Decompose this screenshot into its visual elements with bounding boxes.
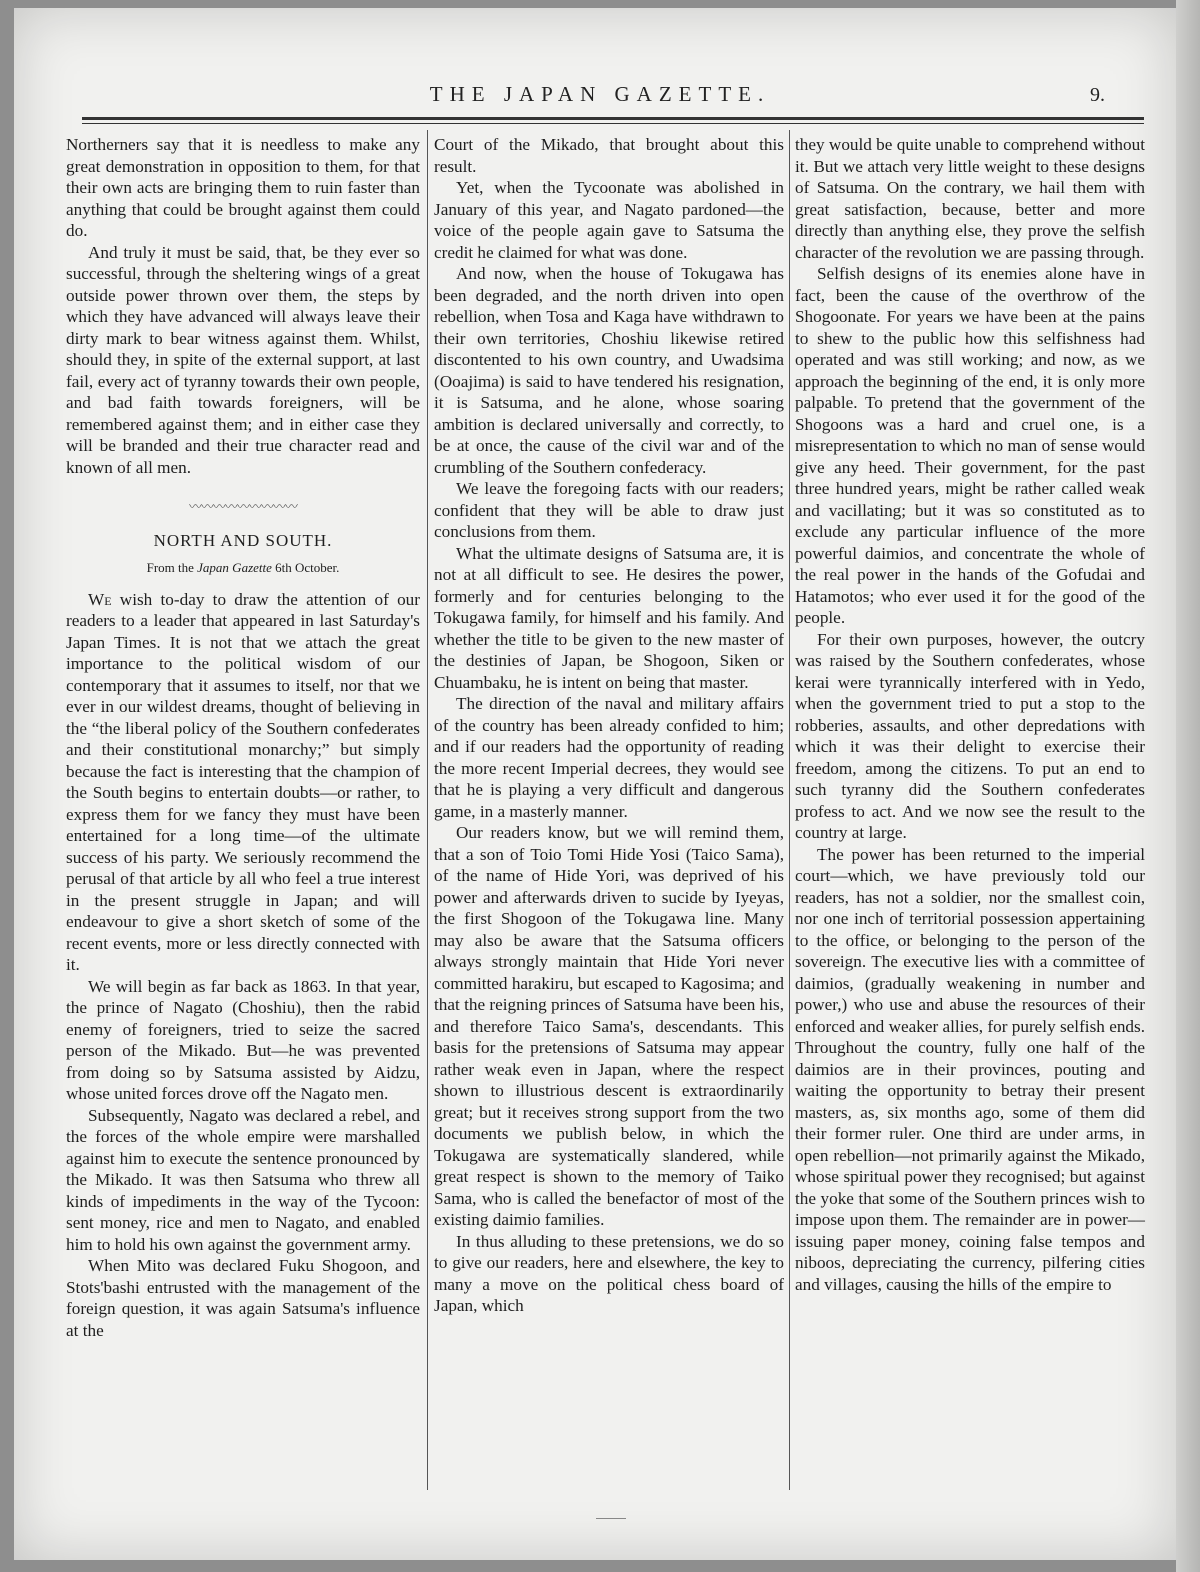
paragraph: [66, 589, 420, 976]
paragraph: Yet, when the Tycoonate was abolished in January of this year, and Nagato pardoned—the voice of the people again gave to Satsuma the credit he claimed for what was done.: [434, 178, 784, 262]
paragraph: We will begin as far back as 1863. In that year, the prince of Nagato (Choshiu), then the rabid enemy of foreigners, tried to seize the sacred person of the Mikado. But—he was prevented from doing so by Satsuma assisted by Aidzu, whose united forces drove off the Nagato men.: [66, 976, 420, 1103]
paragraph: Our readers know, but we will remind them, that a son of Toio Tomi Hide Yosi (Taico Sama), of the name of Hide Yori, was deprived of his power and afterwards driven to sucide by Iyeyas, the first Shogoon of the Tokugawa line. Many may also be aware that the Satsuma officers always strongly maintain that Hide Yori never committed harakiru, but escaped to Kagosima; and that the reigning princes of Satsuma have been his, and therefore Taico Sama's, descendants. This basis for the pretensions of Satsuma may appear rather weak even in Japan, where the respect shown to illustrious descent is extraordinarily great; but it receives strong support from the two documents we publish below, in which the Tokugawa are systematically slandered, while great respect is shown to the memory of Taiko Sama, who is called the benefactor of most of the existing daimio families.: [434, 823, 784, 1229]
article-byline: [66, 557, 420, 579]
page-edge: [1176, 0, 1200, 1572]
paragraph: Subsequently, Nagato was declared a rebel, and the forces of the whole empire were marshalled against him to execute the sentence pronounced by the Mikado. It was then Satsuma who threw all kinds of impediments in the way of the Tycoon: sent money, rice and men to Nagato, and enabled him to hold his own against the government army.: [66, 1105, 420, 1254]
paragraph: Northerners say that it is needless to make any great demonstration in opposition to them, for that their own acts are bringing them to ruin faster than anything that could be brought against them could do.: [66, 135, 420, 240]
byline-pre: From the: [146, 560, 198, 575]
paragraph: What the ultimate designs of Satsuma are, it is not at all difficult to see. He desires the power, formerly and for centuries belonging to the Tokugawa family, for himself and his family. And whether the title to be given to the new master of the destinies of Japan, be Shogoon, Siken or Chuambaku, he is intent on being that master.: [434, 543, 784, 692]
lead-word: We: [88, 589, 112, 609]
paragraph: Court of the Mikado, that brought about this result.: [434, 135, 784, 176]
paragraph: And truly it must be said, that, be they ever so successful, through the sheltering wings of a great outside power thrown over them, the steps by which they have advanced will always leave their dirty mark to bear witness against them. Whilst, should they, in spite of the external support, at last fail, every act of tyranny towards their own people, and bad faith towards foreigners, will be remembered against them; and in either case they will be branded and their true character read and known of all men.: [66, 242, 420, 477]
header-rule-thick: [82, 117, 1144, 120]
column-1: [66, 134, 420, 1341]
paragraph: When Mito was declared Fuku Shogoon, and Stots'bashi entrusted with the management of the foreign question, it was again Satsuma's influence at the: [66, 1256, 420, 1340]
byline-post: 6th October.: [271, 560, 340, 575]
paragraph: In thus alluding to these pretensions, we do so to give our readers, here and elsewhere, the key to many a move on the political chess board of Japan, which: [434, 1231, 784, 1315]
paragraph: The power has been returned to the imperial court—which, we have previously told our readers, has not a soldier, nor the smallest coin, nor one inch of territorial possession appertaining to the office, or belonging to the person of the sovereign. The executive lies with a committee of daimios, (gradually weakening in number and power,) who use and abuse the resources of their enforced and weaker allies, for purely selfish ends. Throughout the country, fully one half of the daimios are in their provinces, pouting and waiting the opportunity to betray their present masters, as, six months ago, some of them did their former ruler. One third are under arms, in open rebellion—not primarily against the Mikado, whose spiritual power they recognised; but against the yoke that some of the Southern princes wish to impose upon them. The remainder are in power—issuing paper money, coining false tempos and niboos, depreciating the currency, pilfering cities and villages, causing the hills of the empire to: [795, 844, 1145, 1294]
column-rule-1: [427, 130, 428, 1490]
article-title: NORTH AND SOUTH.: [153, 530, 333, 550]
column-2: [434, 134, 784, 1317]
paragraph: Selfish designs of its enemies alone have in fact, been the cause of the overthrow of the Shogoonate. For years we have been at the pains to shew to the public how this selfishness had operated and was still working; and now, as we approach the beginning of the end, it is only more palpable. To pretend that the government of the Shogoons was a hard and cruel one, is a misrepresentation to which no man of sense would give any heed. Their government, for the past three hundred years, might be rather called weak and vacillating; but it was so constituted as to exclude any particular influence of the more powerful daimios, and concentrate the whole of the real power in the hands of the Gofudai and Hatamotos; who ever used it for the good of the people.: [795, 264, 1145, 627]
masthead-title: THE JAPAN GAZETTE.: [429, 82, 771, 106]
paragraph: And now, when the house of Tokugawa has been degraded, and the north driven into open rebellion, when Tosa and Kaga have withdrawn to their own territories, Choshiu likewise retired discontented to his own country, and Uwadsima (Ooajima) is said to have tendered his resignation, it is Satsuma, and he alone, whose soaring ambition is declared universally and correctly, to be at once, the cause of the civil war and of the crumbling of the Southern confederacy.: [434, 264, 784, 477]
page-number: 9.: [1090, 84, 1105, 106]
footer-rule: [596, 1518, 626, 1519]
paragraph: We leave the foregoing facts with our readers; confident that they will be able to draw just conclusions from them.: [434, 479, 784, 541]
paragraph: For their own purposes, however, the outcry was raised by the Southern confederates, whose kerai were tyrannically interfered with in Yedo, when the government tried to put a stop to the robberies, assaults, and other depredations with which it was their delight to exercise their freedom, among the citizens. To put an end to such tyranny did the Southern confederates profess to act. And we now see the result to the country at large.: [795, 629, 1145, 842]
paragraph: they would be quite unable to comprehend without it. But we attach very little weight to these designs of Satsuma. On the contrary, we hail them with great satisfaction, because, better and more directly than anything else, they prove the selfish character of the revolution we are passing through.: [795, 135, 1145, 262]
byline-paper: Japan Gazette: [197, 560, 272, 575]
section-divider: 〰〰〰〰〰〰〰〰〰: [188, 499, 297, 514]
paragraph: The direction of the naval and military affairs of the country has been already confided to him; and if our readers had the opportunity of reading the more recent Imperial decrees, they would see that he is playing a very difficult and dangerous game, in a masterly manner.: [434, 694, 784, 821]
column-rule-2: [789, 130, 790, 1490]
lead-text: wish to-day to draw the attention of our readers to a leader that appeared in last Saturday's Japan Times. It is not that we attach the great importance to the political wisdom of our contemporary that it assumes to itself, nor that we ever in our wildest dreams, thought of believing in the “the liberal policy of the Southern confederates and their constitutional monarchy;” but simply because the fact is interesting that the champion of the South begins to entertain doubts—or rather, to express them for we fancy they must have been entertained for a long time—of the ultimate success of his party. We seriously recommend the perusal of that article by all who feel a true interest in the present struggle in Japan; and will endeavour to give a short sketch of some of the recent events, more or less directly connected with it.: [66, 589, 420, 974]
header-rule-thin: [82, 123, 1144, 124]
column-3: [795, 134, 1145, 1295]
